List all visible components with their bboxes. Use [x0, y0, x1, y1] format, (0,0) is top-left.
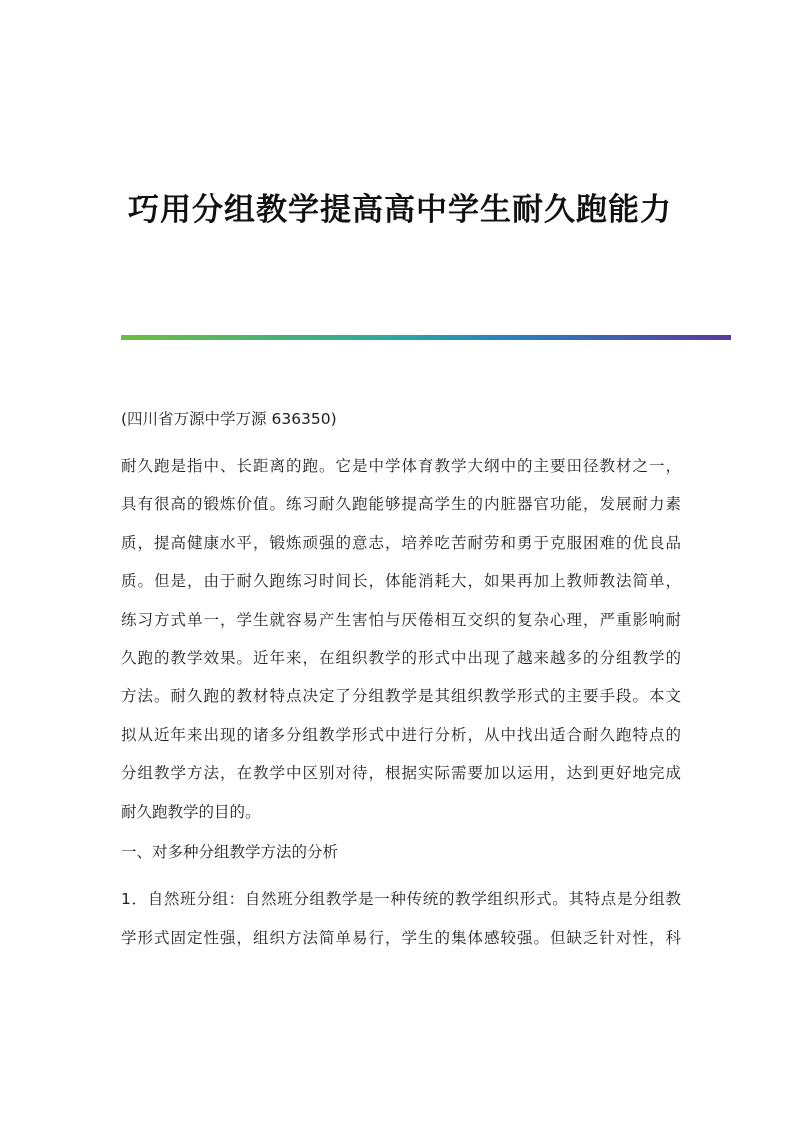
paragraph-line: 1．自然班分组：自然班分组教学是一种传统的教学组织形式。其特点是分组教	[121, 890, 681, 909]
document-title: 巧用分组教学提高高中学生耐久跑能力	[128, 192, 672, 228]
paragraph-line: 拟从近年来出现的诸多分组教学形式中进行分析，从中找出适合耐久跑特点的	[121, 725, 681, 744]
intro-paragraph	[121, 447, 681, 831]
section-paragraph	[121, 880, 681, 957]
section-heading: 一、对多种分组教学方法的分析	[121, 842, 339, 861]
paragraph-line: 学形式固定性强，组织方法简单易行，学生的集体感较强。但缺乏针对性，科	[121, 928, 681, 947]
paragraph-line: 具有很高的锻炼价值。练习耐久跑能够提高学生的内脏器官功能，发展耐力素	[121, 495, 681, 514]
paragraph-line: 分组教学方法，在教学中区别对待，根据实际需要加以运用，达到更好地完成	[121, 764, 681, 783]
paragraph-line: 耐久跑是指中、长距离的跑。它是中学体育教学大纲中的主要田径教材之一，	[121, 457, 681, 475]
paragraph-line: 质，提高健康水平，锻炼顽强的意志，培养吃苦耐劳和勇于克服困难的优良品	[121, 533, 681, 552]
paragraph-line: 方法。耐久跑的教材特点决定了分组教学是其组织教学形式的主要手段。本文	[121, 687, 681, 706]
paragraph-line: 练习方式单一，学生就容易产生害怕与厌倦相互交织的复杂心理，严重影响耐	[121, 610, 681, 629]
paragraph-line: 质。但是，由于耐久跑练习时间长，体能消耗大，如果再加上教师教法简单，	[121, 572, 681, 591]
paragraph-line: 久跑的教学效果。近年来，在组织教学的形式中出现了越来越多的分组教学的	[121, 648, 681, 667]
title-divider	[121, 335, 731, 340]
author-affiliation: (四川省万源中学万源 636350)	[121, 410, 337, 428]
document-body	[121, 400, 681, 957]
paragraph-line: 耐久跑教学的目的。	[121, 802, 261, 821]
